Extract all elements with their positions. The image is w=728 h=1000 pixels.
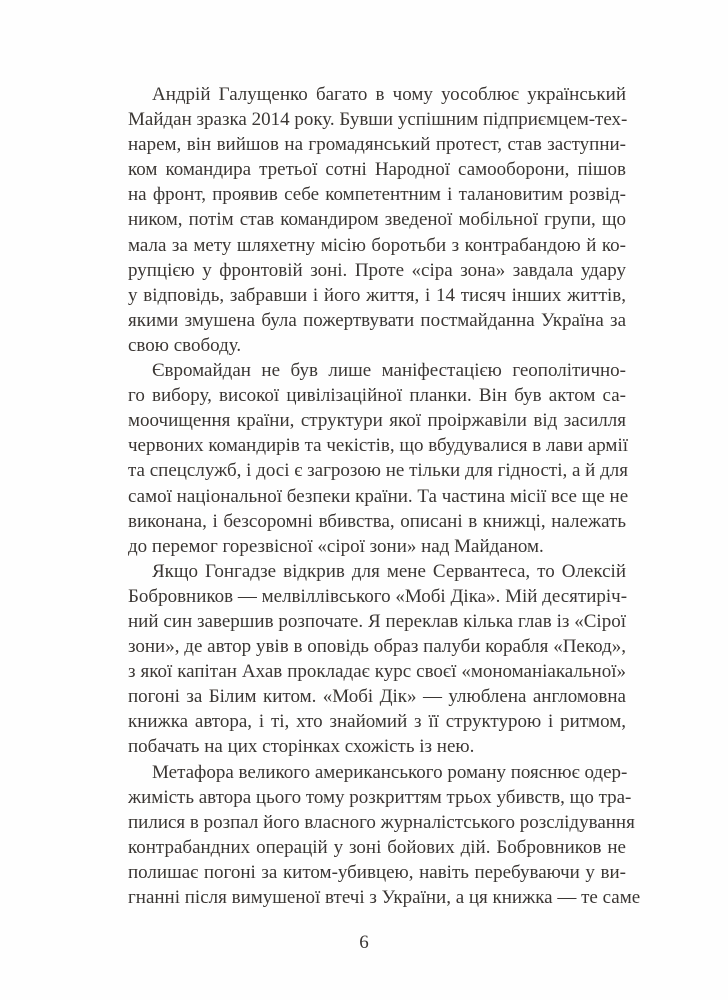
- text-line: Майдан зразка 2014 року. Бувши успішним підприємцем-тех-: [128, 109, 628, 131]
- paragraph-1: [128, 82, 626, 358]
- text-line: зони», де автор увів в оповідь образ палуби корабля «Пекод»,: [128, 636, 626, 658]
- paragraph-2: [128, 358, 629, 559]
- text-line: контрабандних операцій у зоні бойових дій. Бобровников не: [128, 836, 626, 858]
- text-line: Євромайдан не був лише маніфестацією геополітично-: [152, 360, 626, 382]
- text-line: ний син завершив розпочате. Я переклав кілька глав із «Сірої: [128, 610, 626, 632]
- text-line: з якої капітан Ахав прокладає курс своєї «мономаніакальної»: [128, 661, 626, 683]
- text-line: до перемог горезвісної «сірої зони» над Майданом.: [128, 535, 544, 557]
- text-line: ником, потім став командиром зведеної мобільної групи, що: [128, 209, 626, 231]
- text-line: свою свободу.: [128, 334, 242, 356]
- text-line: якими змушена була пожертвувати постмайданна Україна за: [128, 309, 626, 331]
- text-line: та спецслужб, і досі є загрозою не тільки для гідності, а й для: [128, 460, 628, 482]
- text-line: гнанні після вимушеної втечі з України, а ця книжка — те саме: [128, 887, 641, 908]
- text-line: жимість автора цього тому розкриттям трьох убивств, що тра-: [128, 786, 632, 808]
- text-line: Метафора великого американського роману пояснює одер-: [152, 761, 628, 783]
- text-line: на фронт, проявив себе компетентним і талановитим розвід-: [128, 184, 626, 206]
- text-line: нарем, він вийшов на громадянський протест, став заступни-: [128, 134, 626, 156]
- text-line: пилися в розпал його власного журналістського розслідування: [128, 811, 635, 833]
- paragraph-3: [128, 559, 626, 760]
- paragraph-4: [128, 760, 641, 911]
- page-number: 6: [359, 932, 369, 953]
- text-line: мала за мету шляхетну місію боротьби з контрабандою й ко-: [128, 234, 626, 256]
- text-line: червоних командирів та чекістів, що вбудувалися в лави армії: [128, 435, 629, 457]
- text-line: моочищення країни, структури якої проіржавіли від засилля: [128, 410, 626, 432]
- text-line: погоні за Білим китом. «Мобі Дік» — улюблена англомовна: [128, 686, 626, 708]
- text-line: го вибору, високої цивілізаційної планки. Він був актом са-: [128, 385, 626, 407]
- text-line: виконана, і безсоромні вбивства, описані в книжці, належать: [128, 510, 626, 532]
- text-line: рупцією у фронтовій зоні. Проте «сіра зона» завдала удару: [128, 259, 626, 281]
- text-line: побачать на цих сторінках схожість із нею.: [128, 736, 475, 758]
- body-text: [128, 82, 641, 910]
- text-line: Андрій Галущенко багато в чому уособлює український: [152, 84, 626, 105]
- text-line: Якщо Гонгадзе відкрив для мене Сервантеса, то Олексій: [152, 560, 626, 582]
- text-line: полишає погоні за китом-убивцею, навіть перебуваючи у ви-: [128, 861, 626, 883]
- text-line: ком командира третьої сотні Народної самооборони, пішов: [128, 159, 626, 181]
- text-line: самої національної безпеки країни. Та частина місії все ще не: [128, 485, 629, 507]
- text-line: Бобровников — мелвіллівського «Мобі Діка». Мій десятиріч-: [128, 585, 628, 607]
- text-line: у відповідь, забравши і його життя, і 14 тисяч інших життів,: [128, 284, 626, 306]
- text-line: книжка автора, і ті, хто знайомий з її структурою і ритмом,: [128, 711, 626, 733]
